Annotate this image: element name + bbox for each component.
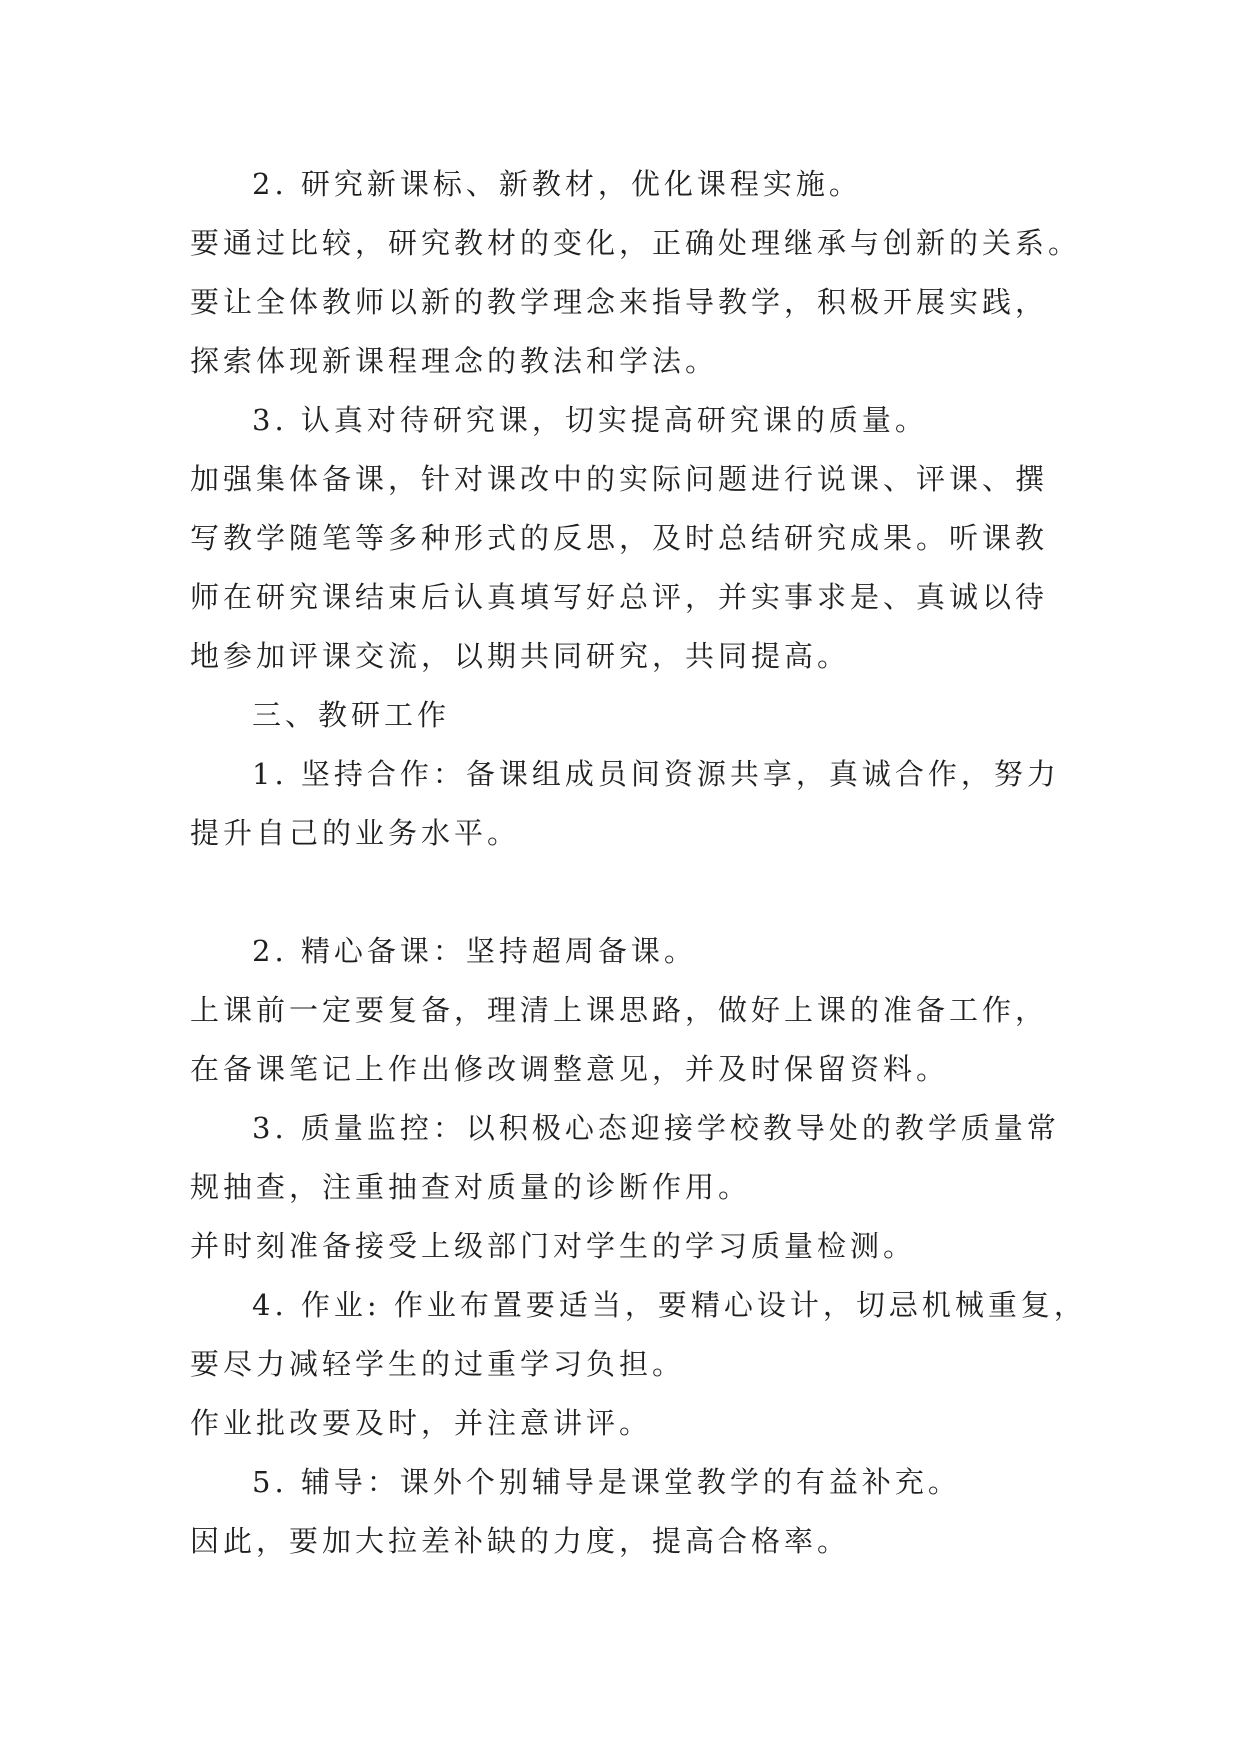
paragraph-line: 因此，要加大拉差补缺的力度，提高合格率。 <box>190 1524 851 1558</box>
paragraph-line: 要尽力减轻学生的过重学习负担。 <box>190 1347 686 1381</box>
item-heading-5: 5. 辅导：课外个别辅导是课堂教学的有益补充。 <box>252 1465 961 1499</box>
paragraph-line: 上课前一定要复备，理清上课思路，做好上课的准备工作， <box>190 993 1049 1027</box>
item-heading-2: 2. 研究新课标、新教材，优化课程实施。 <box>252 167 862 201</box>
paragraph-line: 作业批改要及时，并注意讲评。 <box>190 1406 653 1440</box>
paragraph-line: 写教学随笔等多种形式的反思，及时总结研究成果。听课教 <box>190 521 1049 555</box>
paragraph-line: 加强集体备课，针对课改中的实际问题进行说课、评课、撰 <box>190 462 1049 496</box>
paragraph-line: 规抽查，注重抽查对质量的诊断作用。 <box>190 1170 752 1204</box>
item-heading-3: 3. 认真对待研究课，切实提高研究课的质量。 <box>252 403 928 437</box>
paragraph-line: 要通过比较，研究教材的变化，正确处理继承与创新的关系。 <box>190 226 1082 260</box>
paragraph-line: 在备课笔记上作出修改调整意见，并及时保留资料。 <box>190 1052 950 1086</box>
paragraph-line: 师在研究课结束后认真填写好总评，并实事求是、真诚以待 <box>190 580 1049 614</box>
paragraph-line: 要让全体教师以新的教学理念来指导教学，积极开展实践， <box>190 285 1049 319</box>
item-heading-3: 3. 质量监控：以积极心态迎接学校教导处的教学质量常 <box>252 1111 1060 1145</box>
item-heading-2: 2. 精心备课：坚持超周备课。 <box>252 934 697 968</box>
item-heading-1: 1. 坚持合作：备课组成员间资源共享，真诚合作，努力 <box>252 757 1060 791</box>
paragraph-line: 并时刻准备接受上级部门对学生的学习质量检测。 <box>190 1229 917 1263</box>
paragraph-line: 探索体现新课程理念的教法和学法。 <box>190 344 719 378</box>
paragraph-line: 地参加评课交流，以期共同研究，共同提高。 <box>190 639 851 673</box>
item-heading-4: 4. 作业: 作业布置要适当，要精心设计，切忌机械重复， <box>252 1288 1087 1322</box>
section-heading: 三、教研工作 <box>252 698 451 732</box>
paragraph-line: 提升自己的业务水平。 <box>190 816 521 850</box>
